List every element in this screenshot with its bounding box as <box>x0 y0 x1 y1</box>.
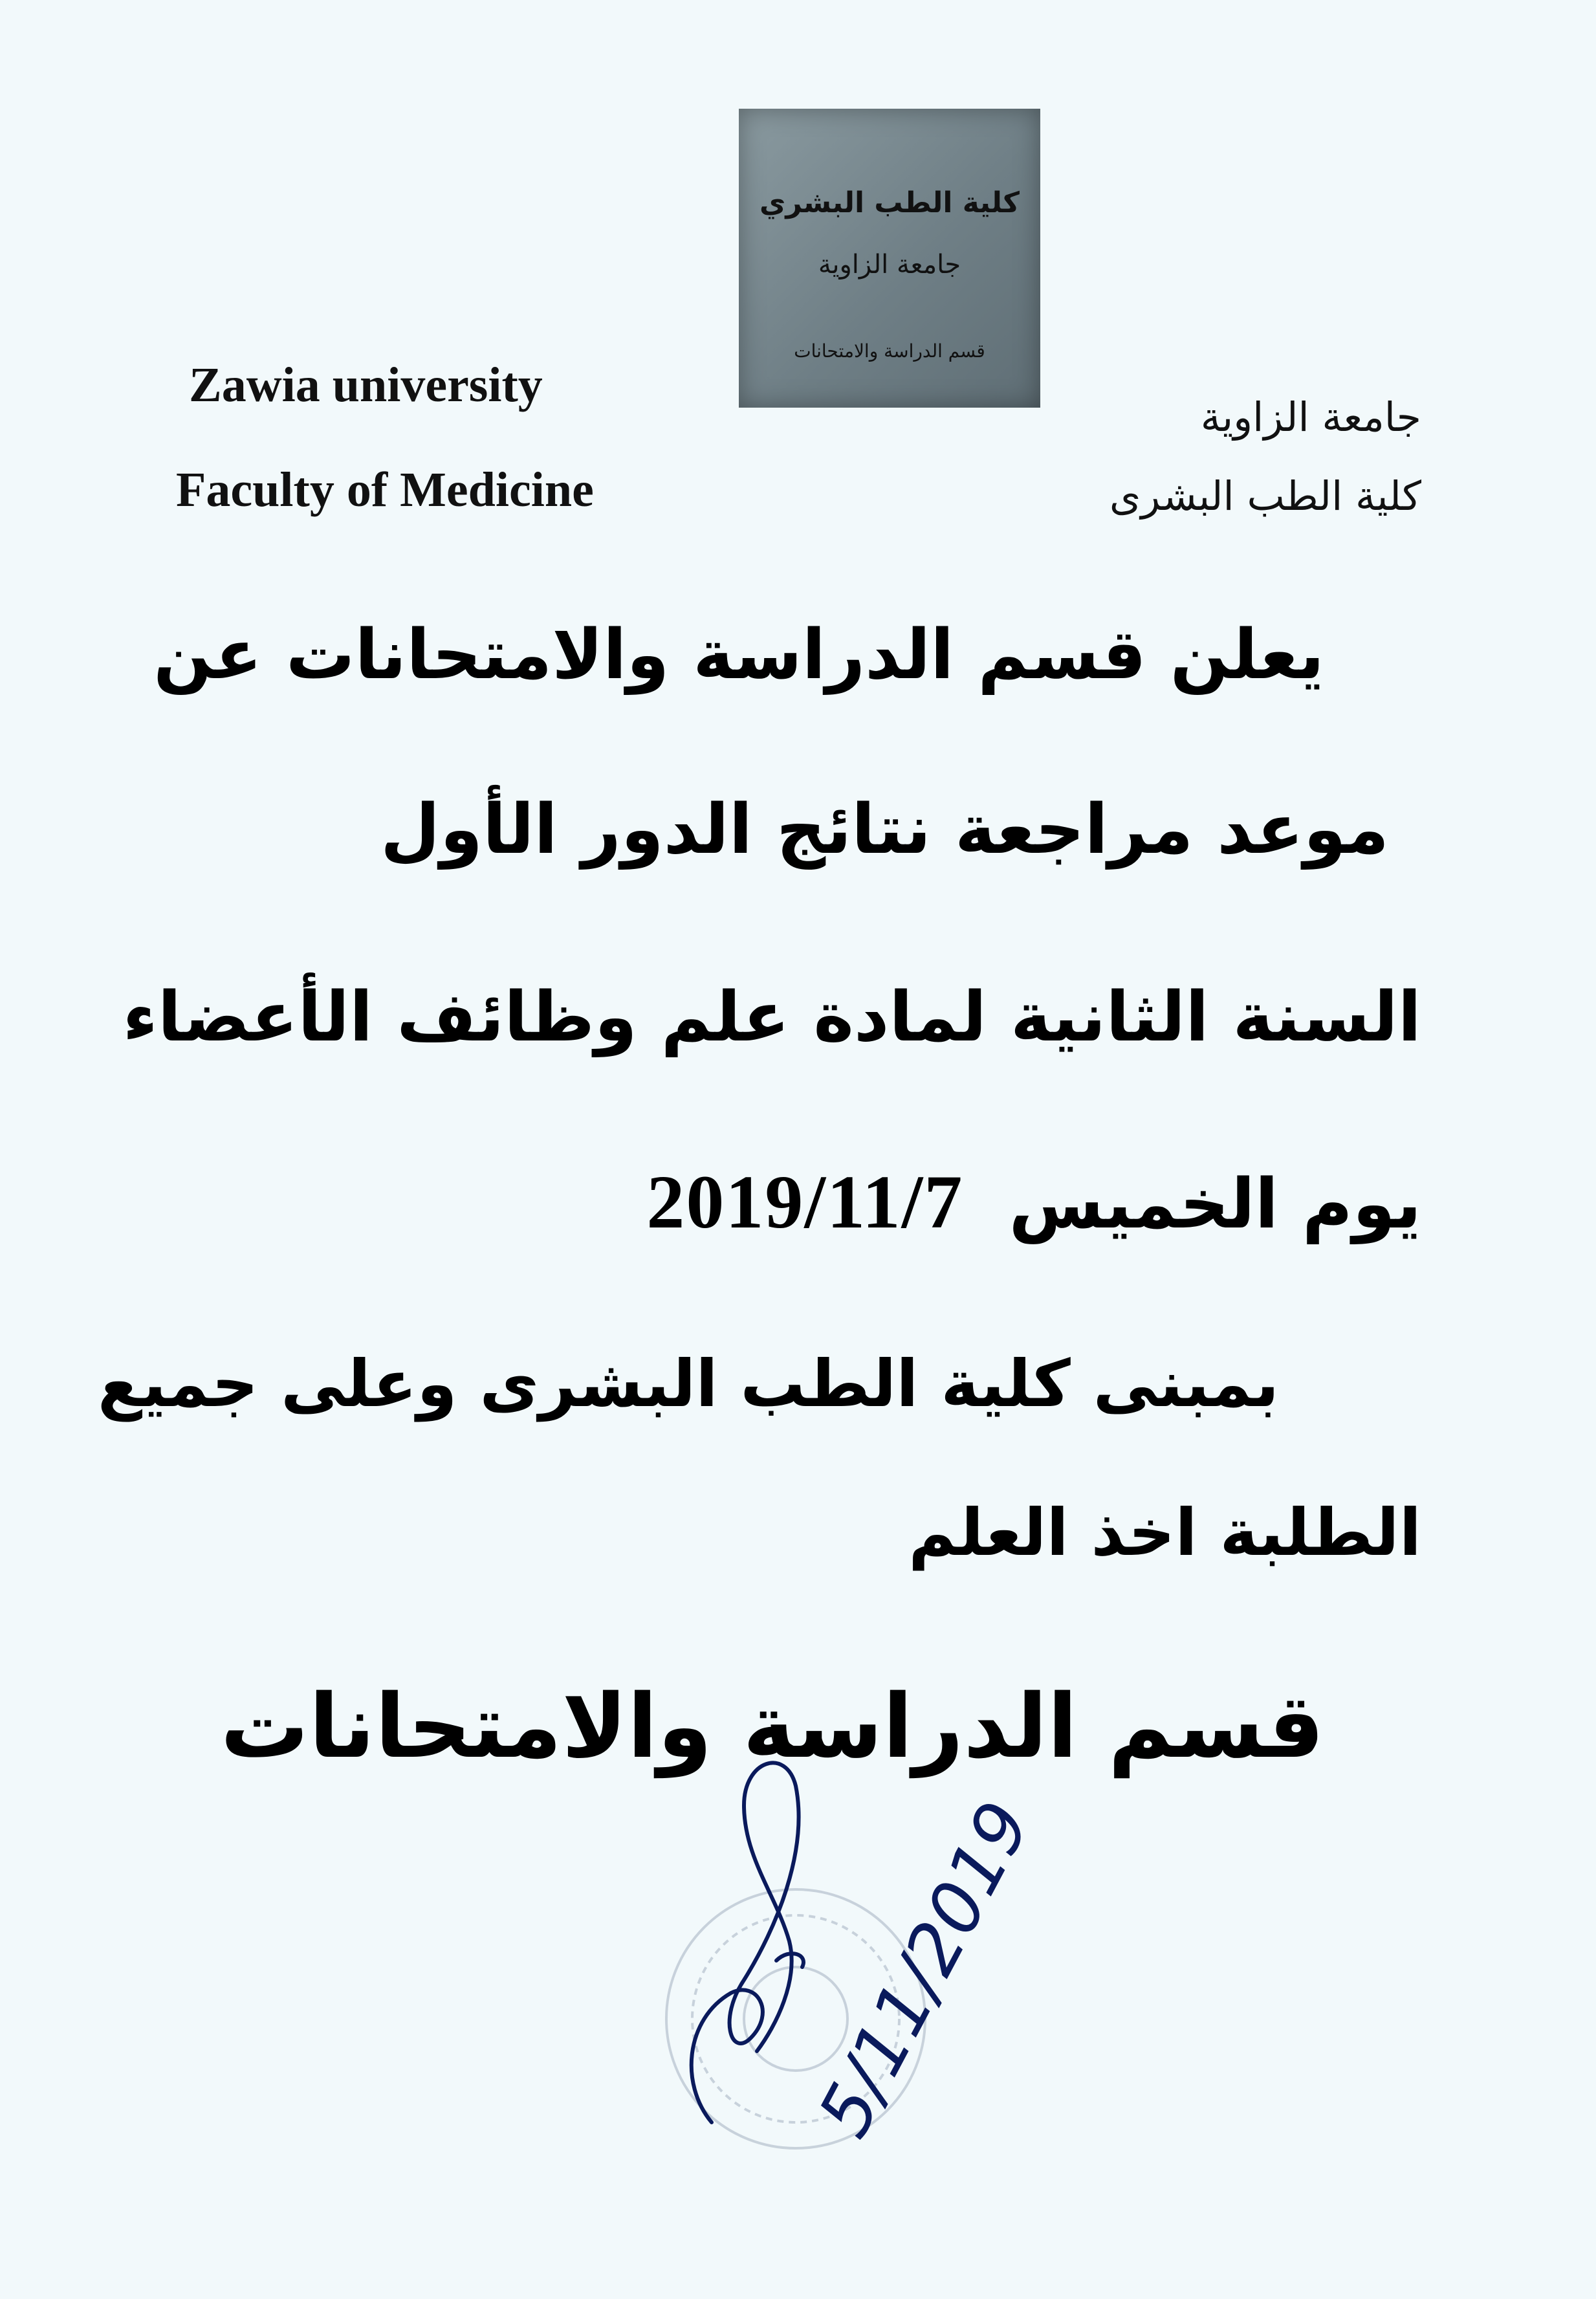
announcement-day: يوم الخميس <box>1009 1164 1421 1244</box>
english-university-name: Zawia university <box>189 358 543 412</box>
logo-department-text: قسم الدراسة والامتحانات <box>794 340 985 362</box>
arabic-faculty-name: كلية الطب البشرى <box>1109 472 1421 520</box>
department-signature-title: قسم الدراسة والامتحانات <box>220 1676 1324 1778</box>
announcement-line-3: السنة الثانية لمادة علم وظائف الأعضاء <box>122 977 1421 1057</box>
signature-and-stamp <box>582 1747 1229 2168</box>
announcement-date: 2019/11/7 <box>646 1160 964 1244</box>
logo-faculty-text: كلية الطب البشري <box>760 186 1020 219</box>
announcement-line-1: يعلن قسم الدراسة والامتحانات عن <box>153 615 1324 694</box>
logo-university-text: جامعة الزاوية <box>818 250 961 280</box>
department-logo-box <box>739 109 1040 408</box>
announcement-line-5: بمبنى كلية الطب البشرى وعلى جميع <box>98 1346 1279 1422</box>
handwritten-date: 5/11/2019 <box>802 1788 1047 2150</box>
english-faculty-name: Faculty of Medicine <box>176 463 594 517</box>
announcement-line-6: الطلبة اخذ العلم <box>908 1495 1421 1570</box>
announcement-line-2: موعد مراجعة نتائج الدور الأول <box>380 789 1389 869</box>
announcement-date-line <box>646 1158 1421 1246</box>
handwritten-signature <box>692 1763 803 2122</box>
arabic-university-name: جامعة الزاوية <box>1200 393 1421 441</box>
